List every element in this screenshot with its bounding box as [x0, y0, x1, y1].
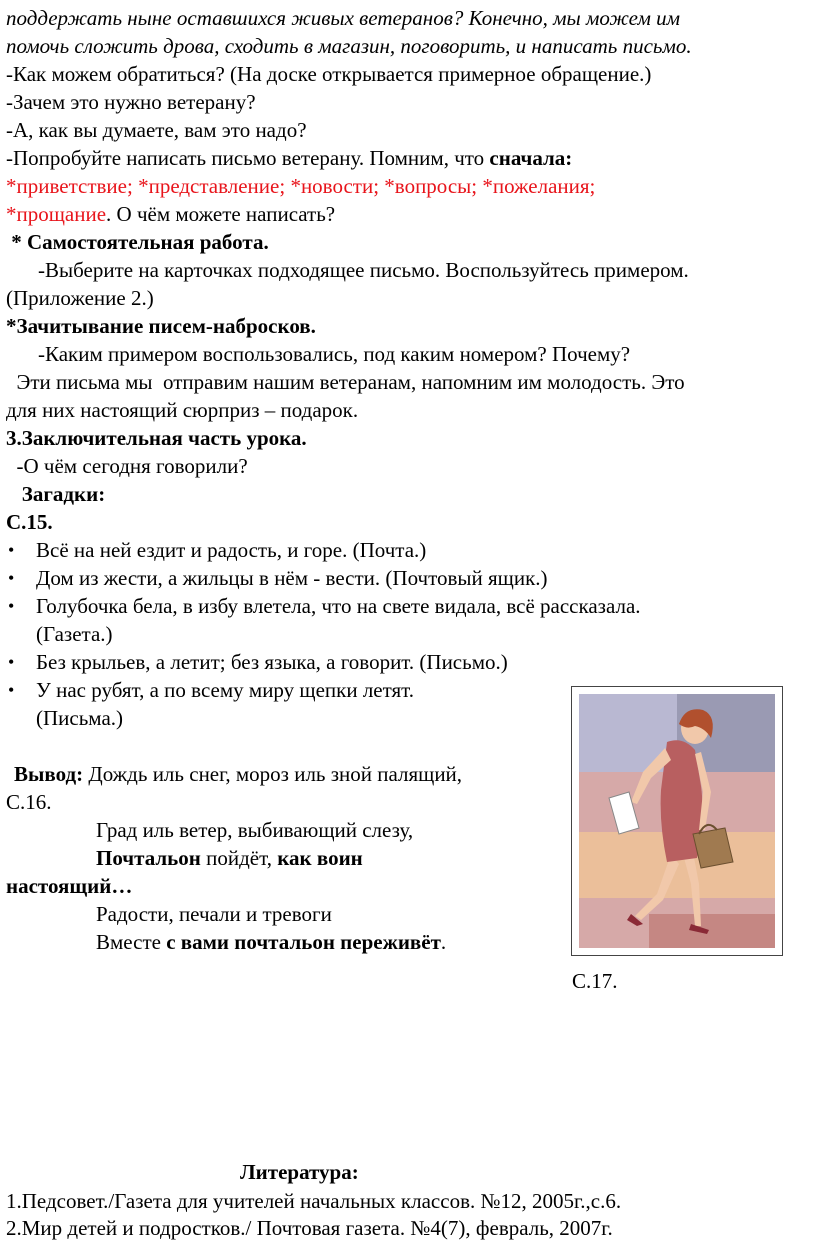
text-line: (Приложение 2.) — [6, 286, 154, 310]
riddle-text: Без крыльев, а летит; без языка, а говорит. (Письмо.) — [36, 650, 508, 674]
bullet-icon: • — [8, 596, 15, 616]
text-line: Эти письма мы отправим нашим ветеранам, напомним им молодость. Это — [6, 370, 685, 394]
verse-line: Радости, печали и тревоги — [96, 902, 332, 926]
slide-ref: С.16. — [6, 790, 52, 814]
verse-text: Вместе — [96, 930, 167, 954]
postwoman-illustration — [571, 686, 783, 956]
section-heading: *Зачитывание писем-набросков. — [6, 314, 316, 338]
bullet-icon: • — [8, 540, 15, 560]
bullet-icon: • — [8, 680, 15, 700]
literature-item: 1.Педсовет./Газета для учителей начальных классов. №12, 2005г.,с.6. — [6, 1189, 622, 1213]
list-item — [6, 564, 812, 592]
text-line: -Как можем обратиться? (На доске открывается примерное обращение.) — [6, 62, 652, 86]
conclusion-label: Вывод: — [14, 762, 84, 786]
bold-text: как воин — [277, 846, 363, 870]
riddle-answer: (Газета.) — [36, 622, 113, 646]
text-line: -Выберите на карточках подходящее письмо. Воспользуйтесь примером. — [38, 258, 689, 282]
bullet-icon: • — [8, 568, 15, 588]
bullet-icon: • — [8, 652, 15, 672]
postwoman-clipart — [579, 694, 775, 948]
riddle-text: Всё на ней ездит и радость, и горе. (Почта.) — [36, 538, 427, 562]
text-line: -Каким примером воспользовались, под каким номером? Почему? — [38, 342, 631, 366]
text-line: поддержать ныне оставшихся живых ветеранов? Конечно, мы можем им — [6, 6, 680, 30]
literature-item: 2.Мир детей и подростков./ Почтовая газета. №4(7), февраль, 2007г. — [6, 1216, 613, 1240]
riddle-text: Голубочка бела, в избу влетела, что на свете видала, всё рассказала. — [36, 594, 641, 618]
verse-line: настоящий… — [6, 874, 133, 898]
text-line: помочь сложить дрова, сходить в магазин, поговорить, и написать письмо. — [6, 34, 692, 58]
text-line: -О чём сегодня говорили? — [6, 454, 248, 478]
text-run: -Попробуйте написать письмо ветерану. Помним, что — [6, 146, 490, 170]
verse-text: . — [440, 930, 447, 954]
text-run: . О чём можете написать? — [106, 202, 336, 226]
riddle-text: У нас рубят, а по всему миру щепки летят. — [36, 678, 415, 702]
bold-text: Почтальон — [96, 846, 201, 870]
section-heading: * Самостоятельная работа. — [6, 230, 269, 254]
verse-text: пойдёт, — [200, 846, 278, 870]
riddle-answer: (Письма.) — [36, 706, 124, 730]
section-heading: Загадки: — [6, 482, 106, 506]
bg-rose-step — [649, 914, 775, 948]
riddle-text: Дом из жести, а жильцы в нём - вести. (Почтовый ящик.) — [36, 566, 548, 590]
text-line: -Зачем это нужно ветерану? — [6, 90, 256, 114]
list-item — [6, 648, 812, 676]
verse-line: Град иль ветер, выбивающий слезу, — [96, 818, 414, 842]
text-line: -А, как вы думаете, вам это надо? — [6, 118, 307, 142]
figure-caption: С.17. — [572, 969, 618, 993]
text-line: для них настоящий сюрприз – подарок. — [6, 398, 359, 422]
bold-text: сначала: — [489, 146, 573, 170]
list-item — [6, 592, 812, 648]
verse-text: Дождь иль снег, мороз иль зной палящий, — [83, 762, 463, 786]
literature-title: Литература: — [240, 1160, 359, 1184]
slide-ref: С.15. — [6, 510, 53, 534]
section-heading: 3.Заключительная часть урока. — [6, 426, 307, 450]
letter-structure-end: *прощание — [6, 202, 107, 226]
text-line — [6, 200, 812, 228]
bold-text: с вами почтальон переживёт — [166, 930, 441, 954]
letter-structure: *приветствие; *представление; *новости; *вопросы; *пожелания; — [6, 174, 596, 198]
list-item — [6, 536, 812, 564]
text-line — [6, 144, 812, 172]
